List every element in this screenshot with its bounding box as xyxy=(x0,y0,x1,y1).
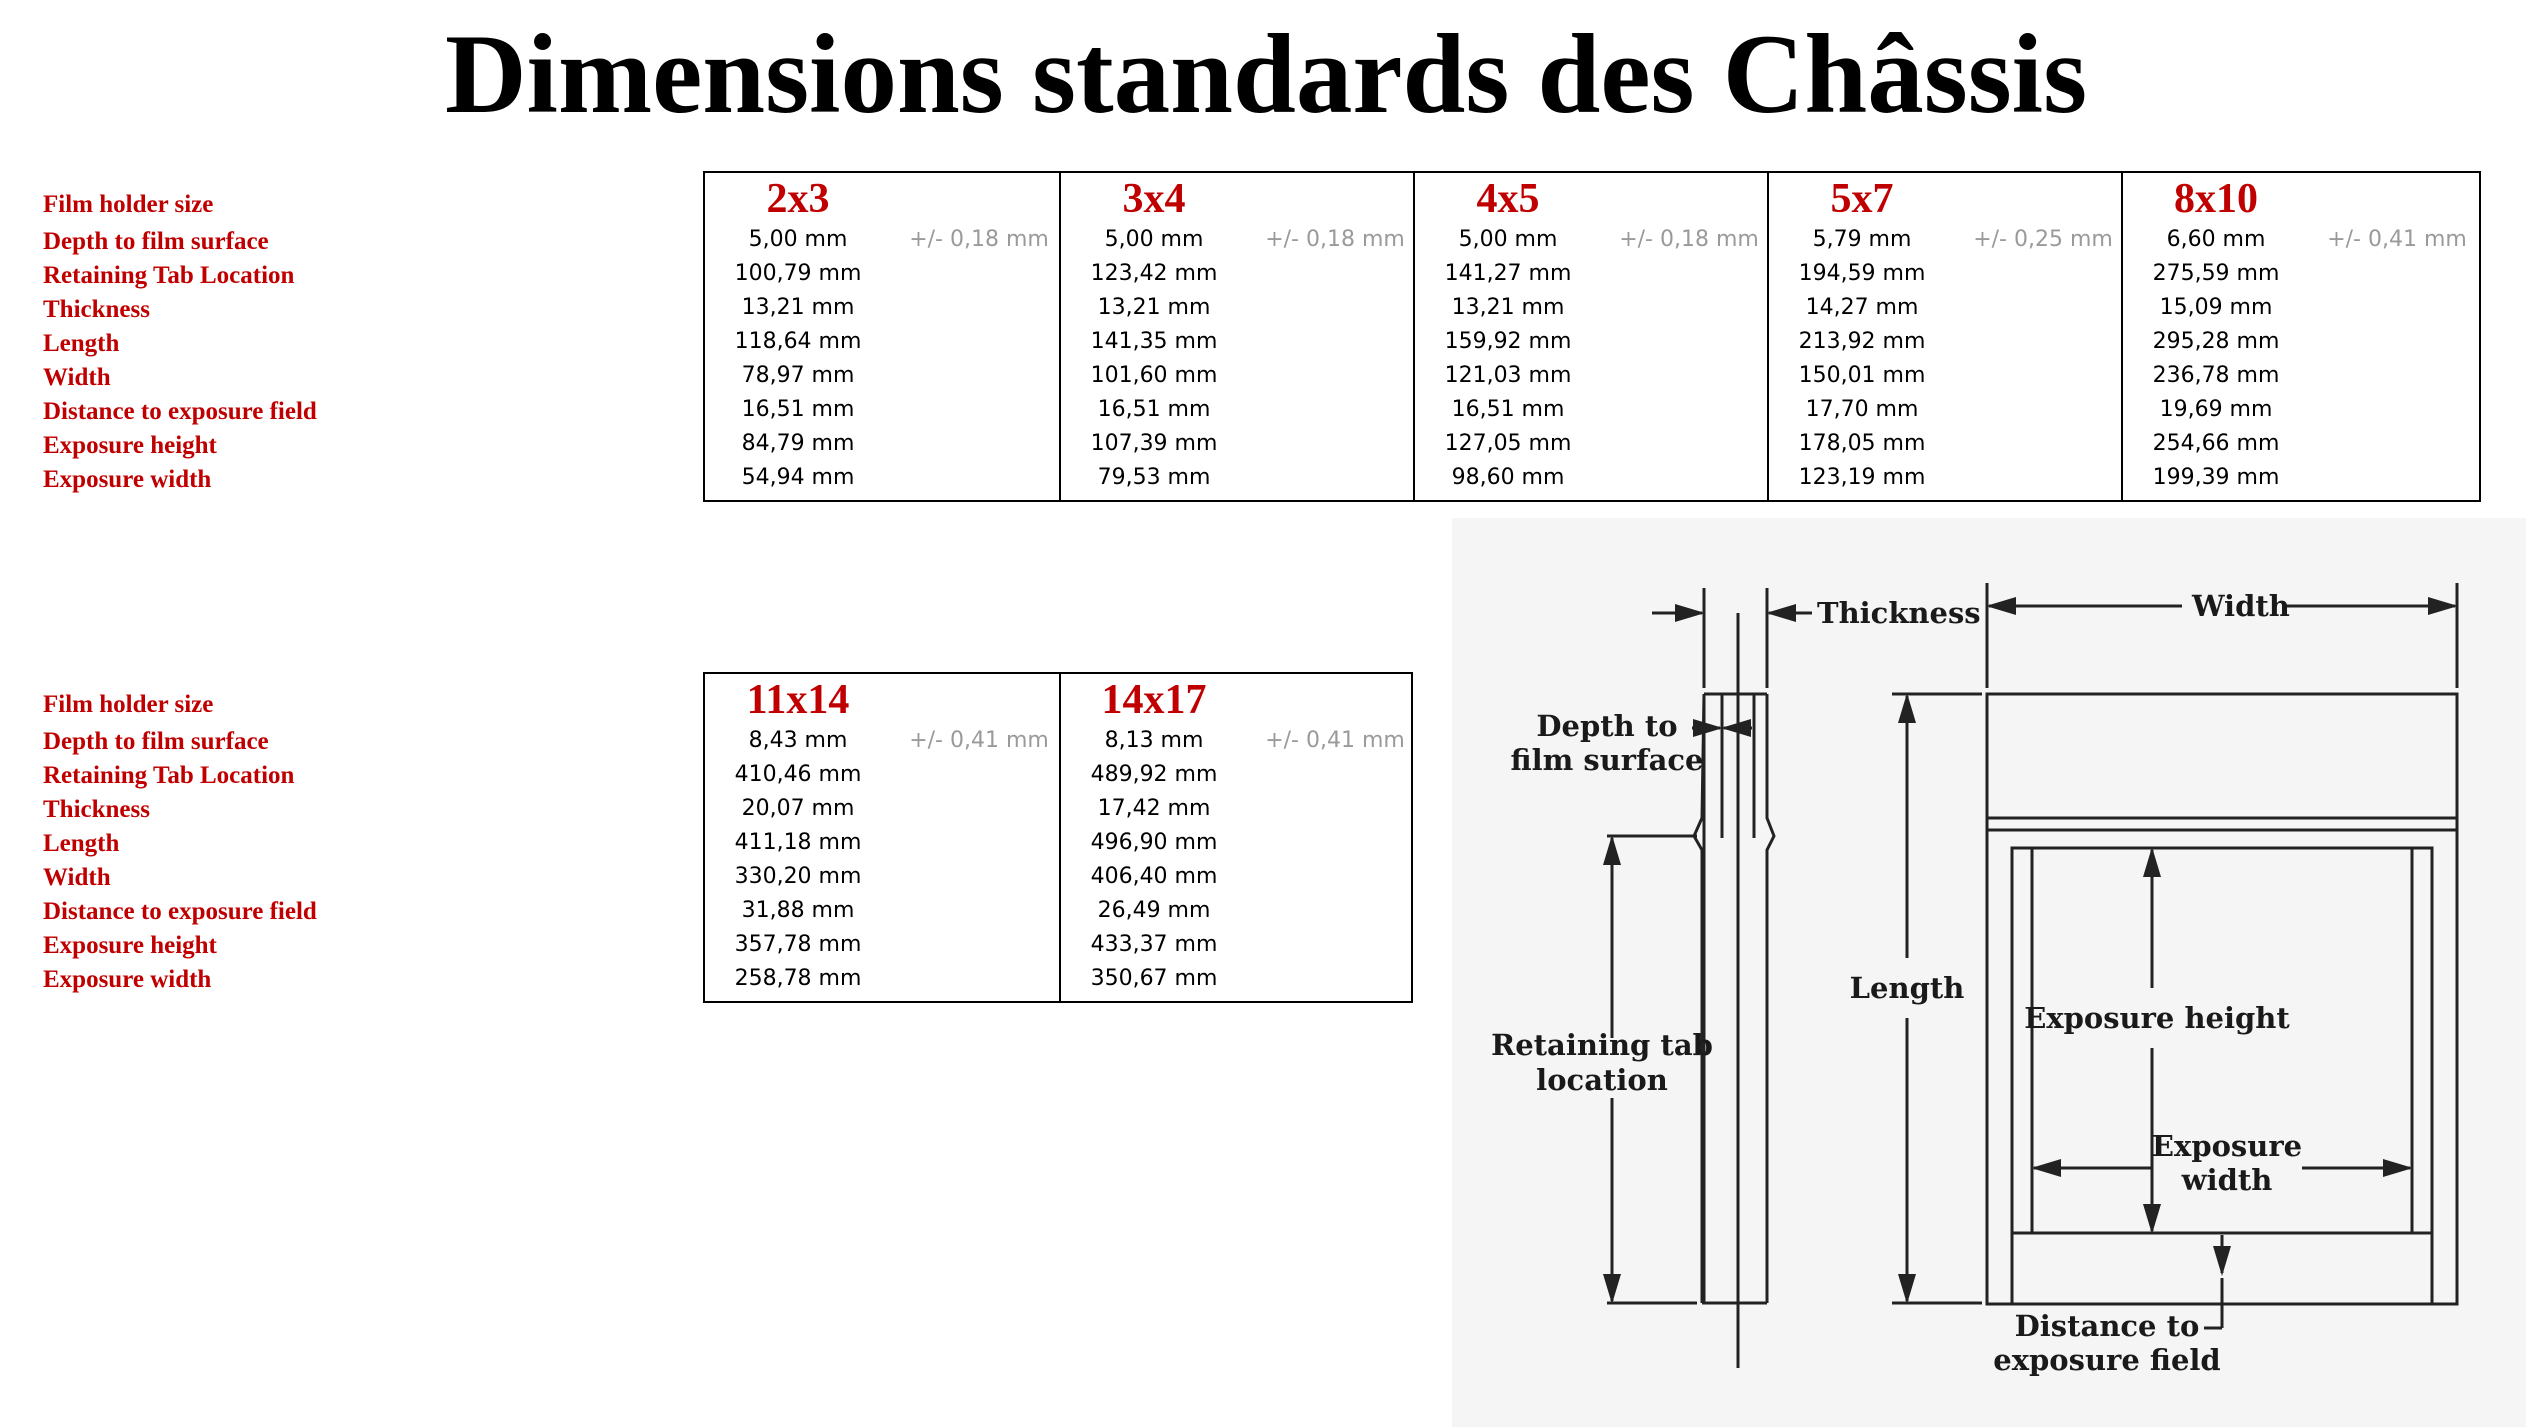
cell-value: 194,59 mm xyxy=(1798,261,1926,286)
cell-value: 159,92 mm xyxy=(1444,329,1572,354)
cell-value: 410,46 mm xyxy=(734,762,862,787)
row-label: Film holder size xyxy=(43,691,214,718)
cell-value: 411,18 mm xyxy=(734,830,862,855)
column-4x5 xyxy=(1413,173,1767,500)
film-size-header: 4x5 xyxy=(1476,176,1540,222)
cell-value: 350,67 mm xyxy=(1090,966,1218,991)
film-holder-diagram xyxy=(1452,518,2526,1427)
cell-value: 54,94 mm xyxy=(741,465,855,490)
cell-value: 107,39 mm xyxy=(1090,431,1218,456)
cell-value: 100,79 mm xyxy=(734,261,862,286)
cell-value: 31,88 mm xyxy=(741,898,855,923)
exposure-width-label: width xyxy=(2181,1163,2273,1197)
row-label: Distance to exposure field xyxy=(43,398,317,425)
thickness-label: Thickness xyxy=(1817,596,1981,630)
film-size-header: 14x17 xyxy=(1101,677,1207,723)
row-label: Width xyxy=(43,364,111,391)
cell-value: 123,42 mm xyxy=(1090,261,1218,286)
row-label: Retaining Tab Location xyxy=(43,762,295,789)
row-label: Film holder size xyxy=(43,191,214,218)
column-3x4 xyxy=(1059,173,1413,500)
cell-value: 98,60 mm xyxy=(1451,465,1565,490)
row-label: Depth to film surface xyxy=(43,228,269,255)
row-label: Depth to film surface xyxy=(43,728,269,755)
cell-value: 236,78 mm xyxy=(2152,363,2280,388)
row-label: Exposure height xyxy=(43,932,217,959)
cell-value: 5,00 mm xyxy=(1104,227,1204,252)
cell-value: 199,39 mm xyxy=(2152,465,2280,490)
dimensions-table-1 xyxy=(703,171,2481,502)
cell-value: 118,64 mm xyxy=(734,329,862,354)
cell-value: 20,07 mm xyxy=(741,796,855,821)
exposure-height-label: Exposure height xyxy=(2024,1001,2290,1035)
column-5x7 xyxy=(1767,173,2121,500)
cell-value: 16,51 mm xyxy=(1451,397,1565,422)
row-label: Length xyxy=(43,330,120,357)
tolerance: +/- 0,18 mm xyxy=(1265,227,1405,252)
cell-value: 101,60 mm xyxy=(1090,363,1218,388)
cell-value: 16,51 mm xyxy=(1097,397,1211,422)
row-label: Exposure width xyxy=(43,966,212,993)
cell-value: 17,70 mm xyxy=(1805,397,1919,422)
cell-value: 178,05 mm xyxy=(1798,431,1926,456)
tolerance: +/- 0,41 mm xyxy=(909,728,1049,753)
film-size-header: 8x10 xyxy=(2174,176,2258,222)
cell-value: 14,27 mm xyxy=(1805,295,1919,320)
cell-value: 19,69 mm xyxy=(2159,397,2273,422)
cell-value: 254,66 mm xyxy=(2152,431,2280,456)
cell-value: 16,51 mm xyxy=(741,397,855,422)
column-14x17 xyxy=(1059,674,1413,1001)
cell-value: 13,21 mm xyxy=(1451,295,1565,320)
cell-value: 13,21 mm xyxy=(741,295,855,320)
cell-value: 295,28 mm xyxy=(2152,329,2280,354)
cell-value: 5,00 mm xyxy=(748,227,848,252)
cell-value: 8,43 mm xyxy=(748,728,848,753)
length-label: Length xyxy=(1849,971,1965,1005)
cell-value: 433,37 mm xyxy=(1090,932,1218,957)
tolerance: +/- 0,18 mm xyxy=(909,227,1049,252)
cell-value: 13,21 mm xyxy=(1097,295,1211,320)
column-8x10 xyxy=(2121,173,2475,500)
cell-value: 141,27 mm xyxy=(1444,261,1572,286)
column-2x3 xyxy=(705,173,1059,500)
row-label: Width xyxy=(43,864,111,891)
cell-value: 406,40 mm xyxy=(1090,864,1218,889)
front-frame xyxy=(1987,694,2457,1304)
distance-label: Distance to xyxy=(2014,1309,2200,1343)
tolerance: +/- 0,18 mm xyxy=(1619,227,1759,252)
cell-value: 121,03 mm xyxy=(1444,363,1572,388)
film-size-header: 5x7 xyxy=(1830,176,1894,222)
cell-value: 6,60 mm xyxy=(2166,227,2266,252)
cell-value: 357,78 mm xyxy=(734,932,862,957)
side-profile xyxy=(1694,694,1704,1303)
cell-value: 15,09 mm xyxy=(2159,295,2273,320)
row-label: Distance to exposure field xyxy=(43,898,317,925)
dimensions-table-2 xyxy=(703,672,1413,1003)
page-title: Dimensions standards des Châssis xyxy=(444,12,2088,137)
cell-value: 330,20 mm xyxy=(734,864,862,889)
cell-value: 489,92 mm xyxy=(1090,762,1218,787)
tolerance: +/- 0,41 mm xyxy=(2327,227,2467,252)
depth-label: film surface xyxy=(1510,743,1704,777)
tolerance: +/- 0,41 mm xyxy=(1265,728,1405,753)
tolerance: +/- 0,25 mm xyxy=(1973,227,2113,252)
side-profile xyxy=(1767,694,1774,1303)
cell-value: 26,49 mm xyxy=(1097,898,1211,923)
exposure-width-label: Exposure xyxy=(2151,1129,2303,1163)
row-label: Thickness xyxy=(43,296,150,323)
cell-value: 17,42 mm xyxy=(1097,796,1211,821)
column-11x14 xyxy=(705,674,1059,1001)
cell-value: 5,00 mm xyxy=(1458,227,1558,252)
cell-value: 258,78 mm xyxy=(734,966,862,991)
row-label: Exposure width xyxy=(43,466,212,493)
row-label: Exposure height xyxy=(43,432,217,459)
cell-value: 5,79 mm xyxy=(1812,227,1912,252)
row-label: Retaining Tab Location xyxy=(43,262,295,289)
cell-value: 150,01 mm xyxy=(1798,363,1926,388)
cell-value: 78,97 mm xyxy=(741,363,855,388)
cell-value: 79,53 mm xyxy=(1097,465,1211,490)
retaining-tab-label: location xyxy=(1536,1063,1668,1097)
distance-label: exposure field xyxy=(1993,1343,2221,1377)
cell-value: 8,13 mm xyxy=(1104,728,1204,753)
film-size-header: 11x14 xyxy=(746,677,850,723)
cell-value: 213,92 mm xyxy=(1798,329,1926,354)
diagram-drawing xyxy=(1452,518,2526,1427)
cell-value: 496,90 mm xyxy=(1090,830,1218,855)
cell-value: 127,05 mm xyxy=(1444,431,1572,456)
row-label: Thickness xyxy=(43,796,150,823)
width-label: Width xyxy=(2192,589,2290,623)
cell-value: 141,35 mm xyxy=(1090,329,1218,354)
cell-value: 84,79 mm xyxy=(741,431,855,456)
depth-label: Depth to xyxy=(1536,709,1678,743)
film-size-header: 3x4 xyxy=(1122,176,1186,222)
cell-value: 123,19 mm xyxy=(1798,465,1926,490)
row-label: Length xyxy=(43,830,120,857)
cell-value: 275,59 mm xyxy=(2152,261,2280,286)
retaining-tab-label: Retaining tab xyxy=(1491,1028,1713,1062)
film-size-header: 2x3 xyxy=(766,176,830,222)
